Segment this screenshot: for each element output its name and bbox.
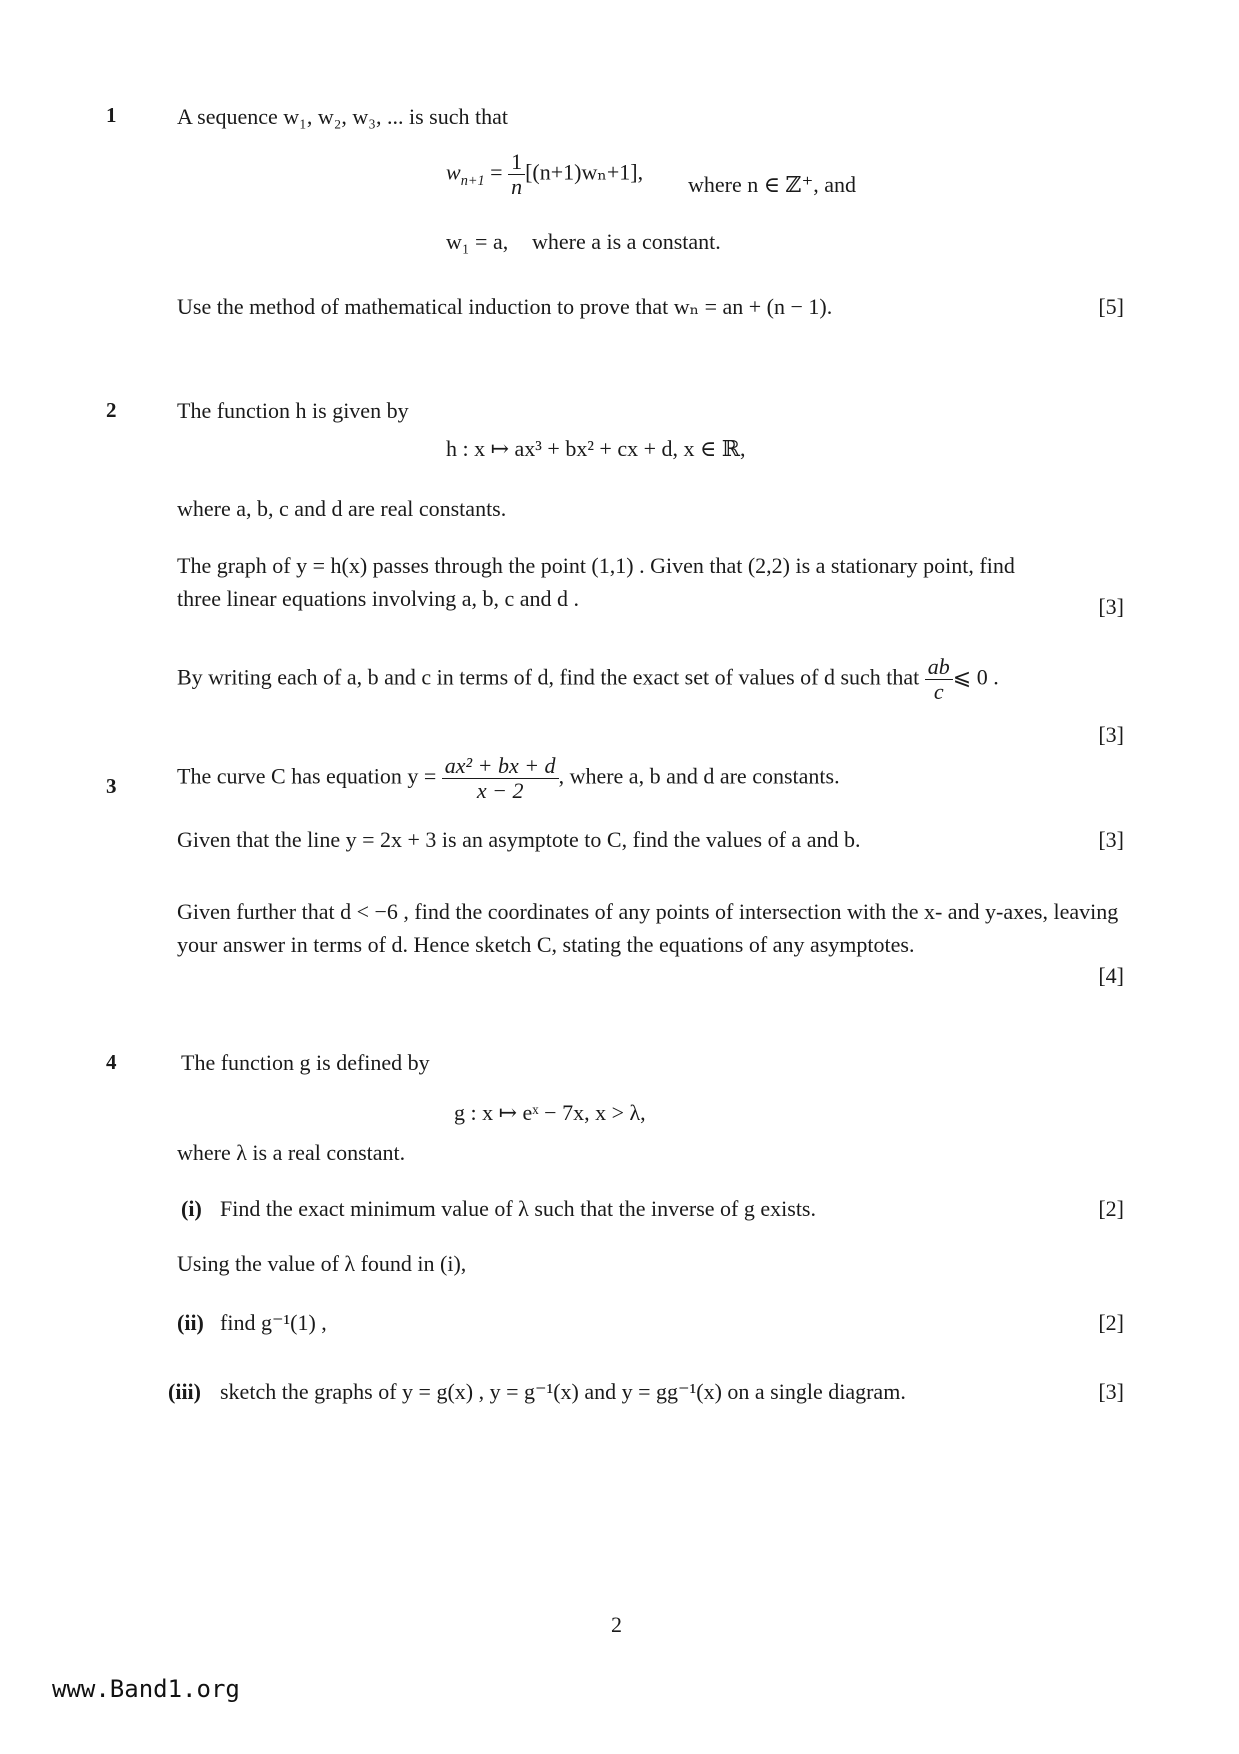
q1-rec-rhs: [(n+1)wₙ+1], [525,159,644,185]
q4-part-ii-label: (ii) [177,1310,204,1335]
q1-rec-eq: = [484,159,509,185]
q3-part2-text: Given further that d < −6 , find the coordinates of any points of intersection with the x- and y-axes, leaving your answer in terms of d. Hence sketch C, stating the equations of any asymptotes. [177,899,1119,957]
footer-url: www.Band1.org [52,1675,240,1703]
q2-part2-frac-num: ab [925,655,953,680]
q2-part2-pre: By writing each of a, b and c in terms of d, find the exact set of values of d such that [177,664,920,690]
q4-part-i-text: Find the exact minimum value of λ such that the inverse of g exists. [220,1196,816,1221]
q3-intro-post: , where a, b and d are constants. [558,763,840,789]
q2-part2-fraction [925,655,953,704]
q4-part-iii-marks: [3] [1098,1379,1124,1404]
q4-part-i-marks: [2] [1098,1196,1124,1221]
question-number-2: 2 [106,398,117,422]
q1-task: Use the method of mathematical induction to prove that wₙ = an + (n − 1). [177,294,833,319]
q4-part-ii-text: find g⁻¹(1) , [220,1310,327,1335]
q1-rec-lhs-sub: n+1 [460,173,485,190]
q1-init-where: where a is a constant. [532,229,721,254]
q2-intro: The function h is given by [177,398,409,423]
q3-part2-marks: [4] [1098,963,1124,988]
q4-using: Using the value of λ found in (i), [177,1251,467,1276]
q3-fraction [442,754,559,803]
q4-function-def: g : x ↦ eˣ − 7x, x > λ, [454,1100,646,1125]
q2-function-def: h : x ↦ ax³ + bx² + cx + d, x ∈ ℝ, [446,436,746,461]
page-number: 2 [611,1612,622,1637]
question-number-4: 4 [106,1050,117,1074]
q4-part-i-label: (i) [181,1196,202,1221]
q4-part-iii-label: (iii) [168,1379,201,1404]
q3-intro [177,754,840,803]
q4-intro: The function g is defined by [181,1050,430,1075]
q4-part-ii-marks: [2] [1098,1310,1124,1335]
q1-rec-frac-den: n [511,174,523,200]
q2-part2-text [177,655,999,704]
question-number-3: 3 [106,774,117,798]
q1-rec-lhs: w [446,159,461,185]
q1-rec-where: where n ∈ ℤ⁺, and [688,172,856,197]
q3-intro-pre: The curve C has equation y = [177,763,437,789]
q1-rec-fraction [508,150,525,199]
q1-rec-frac-num: 1 [508,150,525,175]
q2-part2-frac-den: c [933,679,944,705]
q1-recurrence [446,150,643,199]
q3-part1-marks: [3] [1098,827,1124,852]
q3-line2: Given that the line y = 2x + 3 is an asymptote to C, find the values of a and b. [177,827,861,852]
q3-frac-num: ax² + bx + d [442,754,559,779]
q2-where: where a, b, c and d are real constants. [177,496,507,521]
q2-part1-marks: [3] [1098,594,1124,619]
q1-marks: [5] [1098,294,1124,319]
q1-intro: A sequence w₁, w₂, w₃, ... is such that [177,104,508,129]
q4-where: where λ is a real constant. [177,1140,406,1165]
q3-frac-den: x − 2 [476,778,524,804]
q2-part1-text: The graph of y = h(x) passes through the point (1,1) . Given that (2,2) is a stationary point, find three linear equations involving a, b, c and d . [177,553,1015,611]
q4-part-iii-text: sketch the graphs of y = g(x) , y = g⁻¹(x) and y = gg⁻¹(x) on a single diagram. [220,1379,906,1404]
question-number-1: 1 [106,103,117,127]
q2-part2-marks: [3] [1098,722,1124,747]
q1-init: w₁ = a, [446,229,509,254]
q2-part2-post: ⩽ 0 . [952,664,999,690]
